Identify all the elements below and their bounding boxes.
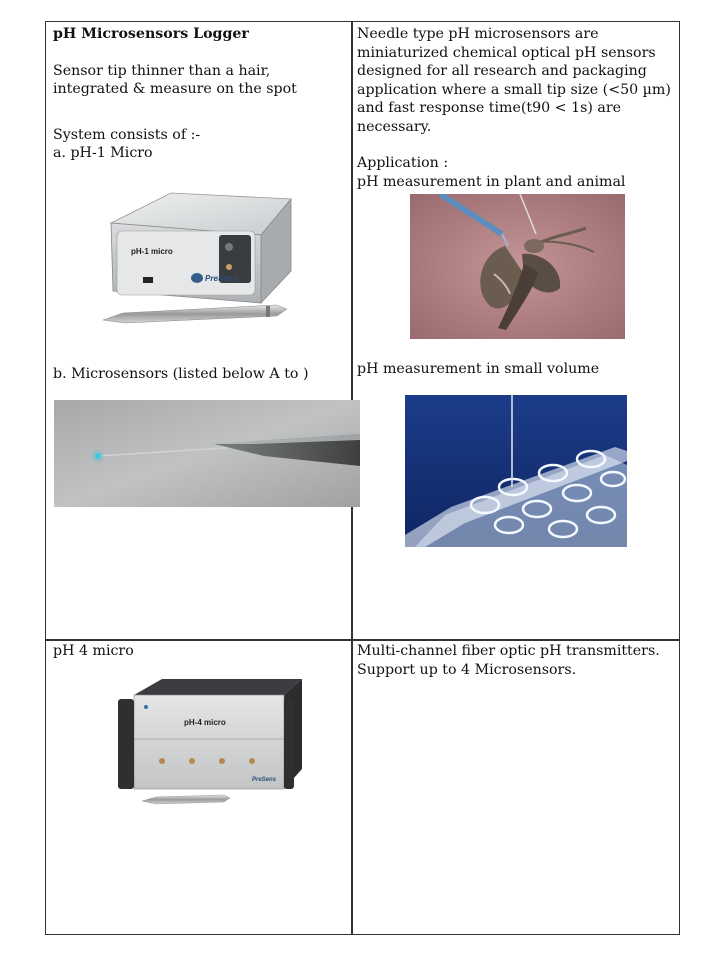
application-plant-animal: pH measurement in plant and animal — [357, 173, 626, 190]
small-volume-label-cell — [357, 360, 677, 379]
small-volume-label: pH measurement in small volume — [357, 361, 600, 377]
microsensors-label-cell — [53, 365, 345, 384]
cell-ph4-micro — [53, 642, 345, 661]
tagline-line-1: Sensor tip thinner than a hair, — [53, 62, 271, 79]
description-line-1: Needle type pH microsensors are — [357, 26, 599, 42]
transmitters-line-1: Multi-channel fiber optic pH transmitters. — [357, 643, 660, 659]
ph1-device-label: pH-1 micro — [131, 247, 173, 256]
application-heading: Application : — [357, 155, 449, 171]
ph1-micro-device-image — [101, 185, 301, 335]
tagline-line-2: integrated & measure on the spot — [53, 81, 297, 97]
description-line-3: designed for all research and packaging — [357, 63, 647, 79]
ph4-device-label: pH-4 micro — [184, 718, 226, 727]
ph4-micro-device-image — [104, 677, 304, 812]
cell-transmitters — [357, 642, 677, 679]
system-item-a: a. pH-1 Micro — [53, 145, 153, 161]
row-divider — [46, 639, 679, 641]
description-line-5: and fast response time(t90 < 1s) are — [357, 100, 622, 116]
description-line-2: miniaturized chemical optical pH sensors — [357, 44, 656, 61]
cell-ph-logger — [53, 25, 345, 163]
system-heading: System consists of :- — [53, 126, 201, 143]
cell-description — [357, 25, 677, 191]
moth-measurement-image — [410, 194, 625, 339]
well-plate-image — [405, 395, 627, 547]
microsensors-label: b. Microsensors (listed below A to ) — [53, 366, 309, 382]
info-table — [45, 21, 680, 935]
transmitters-line-2: Support up to 4 Microsensors. — [357, 661, 577, 678]
ph1-device-brand: PreSens — [205, 274, 238, 283]
description-line-4: application where a small tip size (<50 µm) — [357, 81, 671, 98]
ph4-title: pH 4 micro — [53, 643, 134, 659]
needle-microsensor-image — [54, 400, 360, 507]
description-line-6: necessary. — [357, 118, 432, 135]
logger-title: pH Microsensors Logger — [53, 26, 249, 42]
ph4-device-brand: PreSens — [252, 777, 277, 783]
